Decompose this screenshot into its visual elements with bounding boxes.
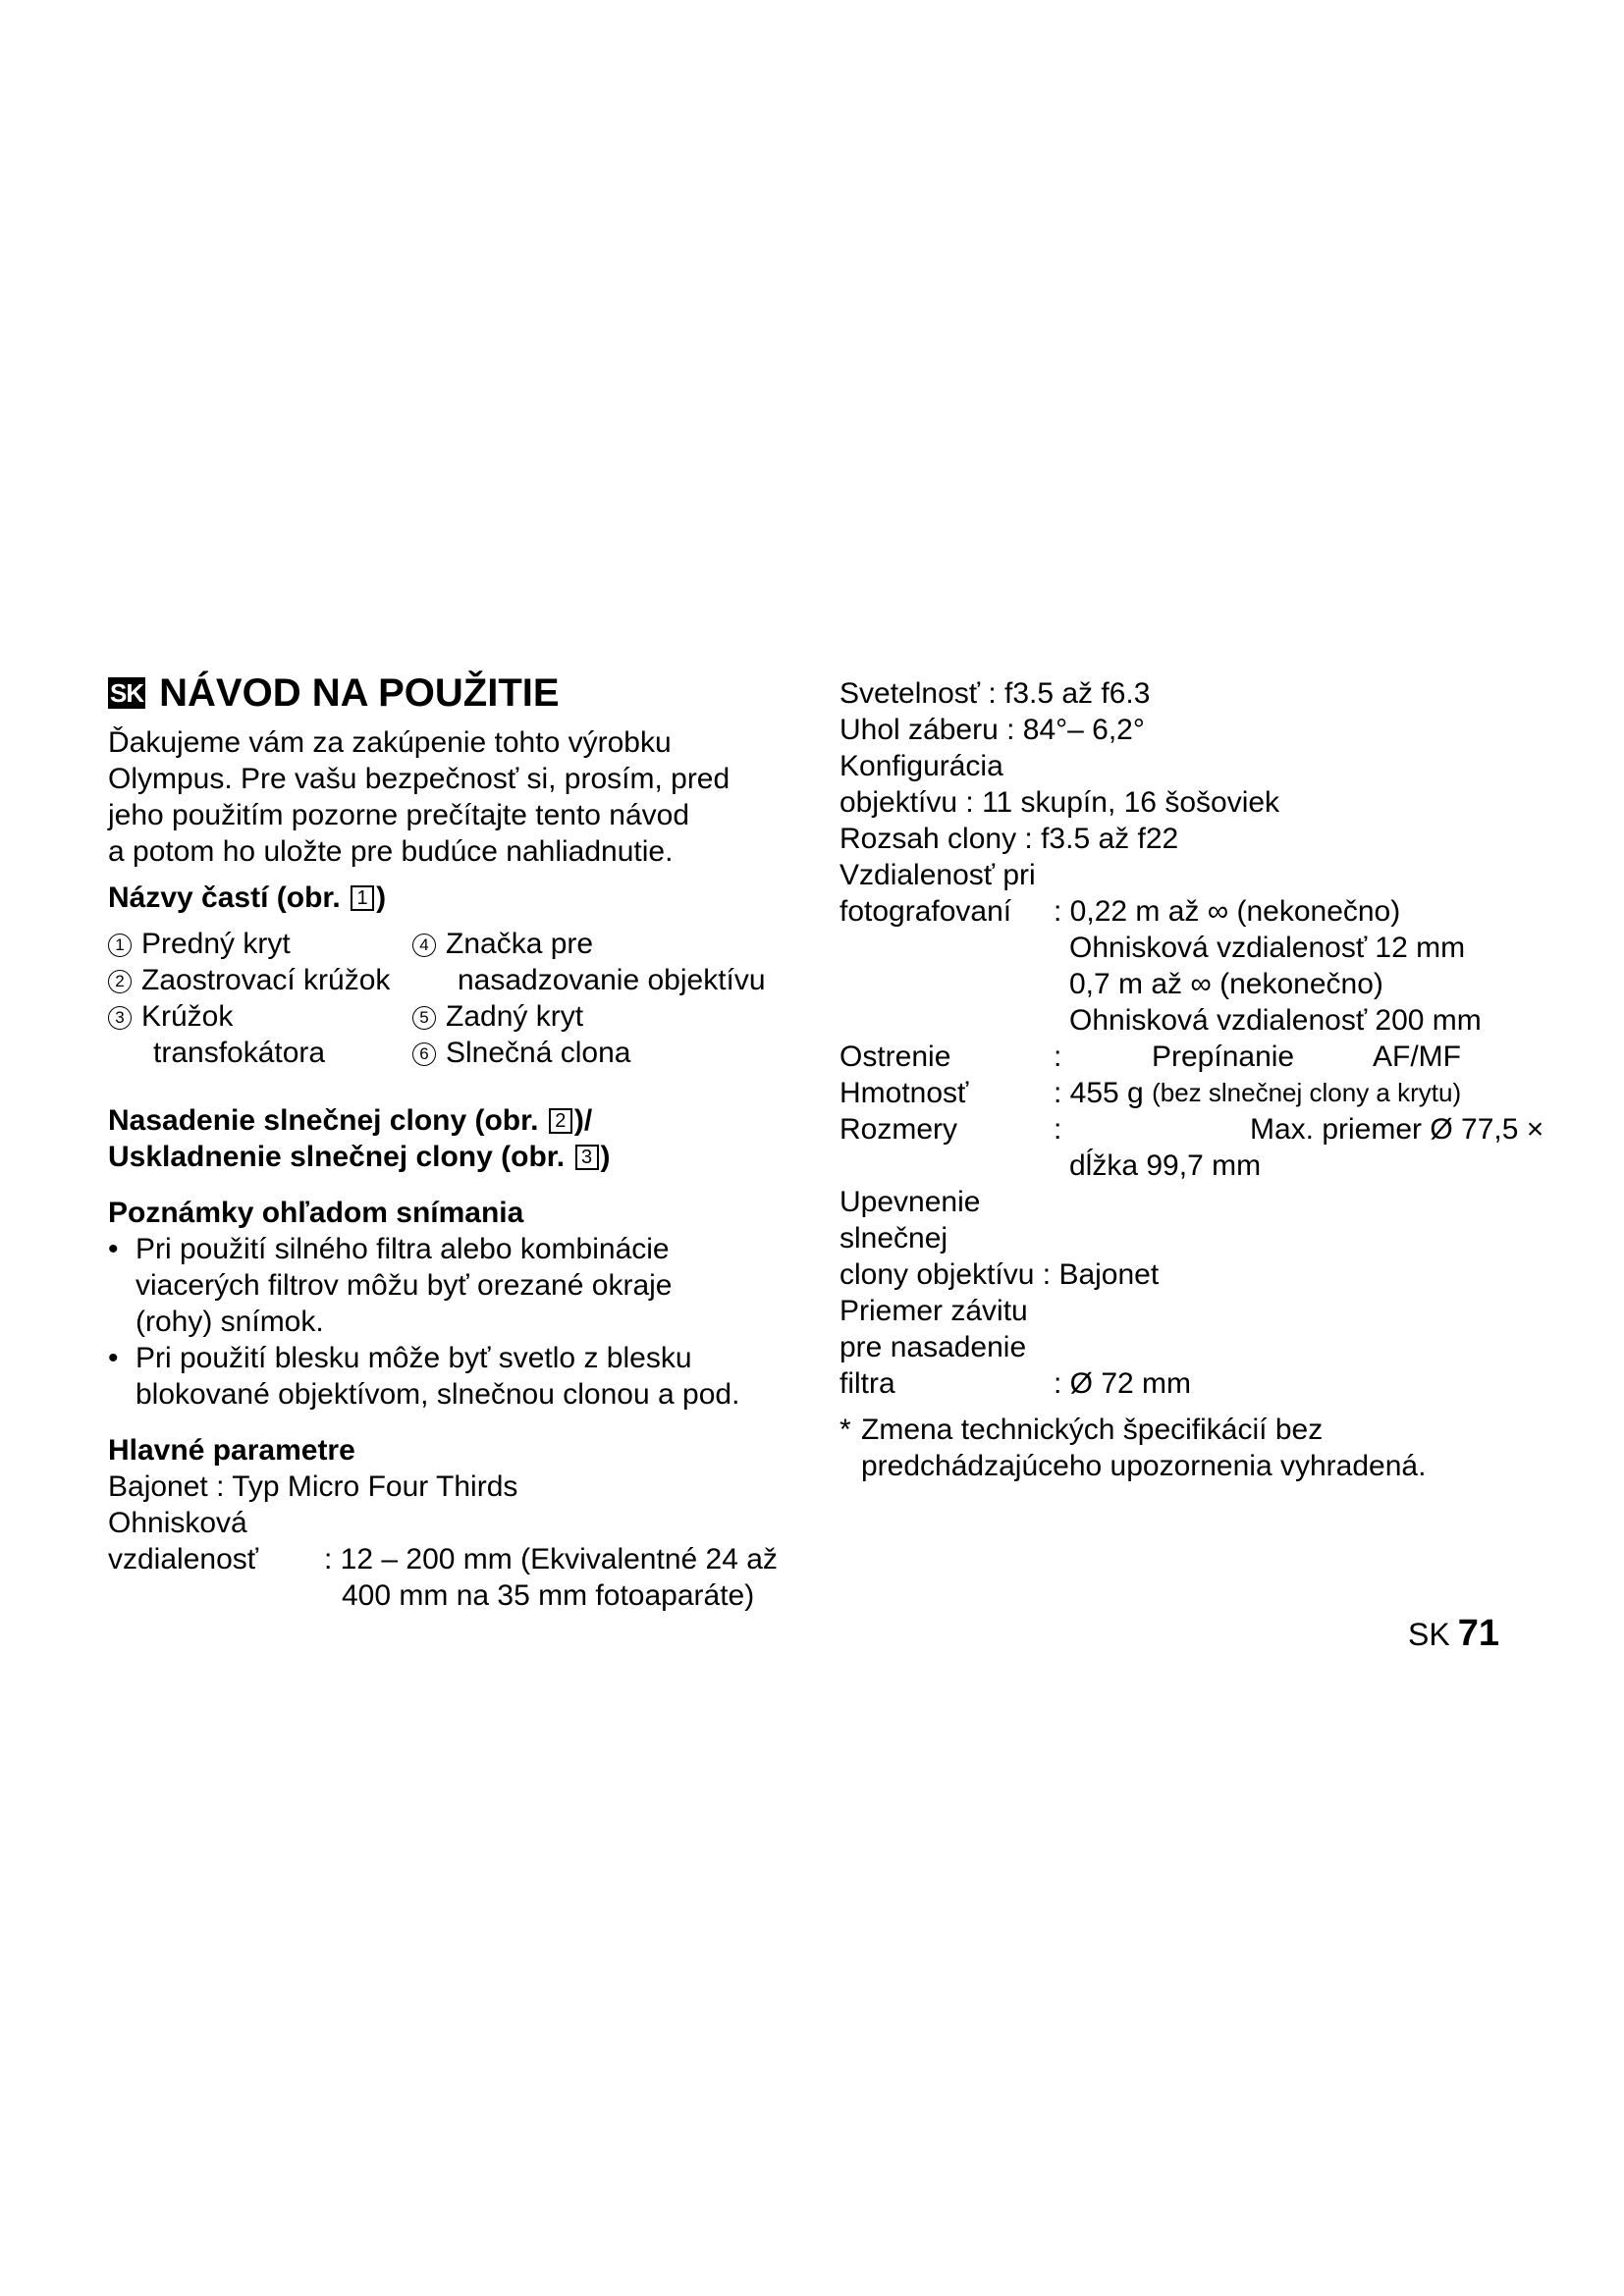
left-column <box>108 669 795 1614</box>
spec-hood-label: Upevnenie <box>839 1186 981 1218</box>
param-focal: vzdialenosť : 12 – 200 mm (Ekvivalentné 24 až 400 mm na 35 mm fotoaparáte) <box>108 1543 778 1612</box>
spec-filter-label: Priemer závitu <box>839 1295 1028 1327</box>
part-item: 5 Zadný kryt <box>412 998 795 1035</box>
spec-hood: clony objektívu : Bajonet <box>839 1258 1160 1291</box>
figure-ref-1: 1 <box>351 885 374 911</box>
page-number <box>1408 1614 1499 1654</box>
spec-config-label: Konfigurácia <box>839 750 1003 782</box>
parts-heading <box>108 880 795 916</box>
page-title <box>108 669 795 717</box>
parts-list <box>108 926 795 1071</box>
spec-config: objektívu : 11 skupín, 16 šošoviek <box>839 786 1280 819</box>
part-item-continued: nasadzovanie objektívu <box>458 964 766 996</box>
intro-paragraph <box>108 724 795 870</box>
part-item-continued: transfokátora <box>153 1037 326 1069</box>
intro-line: Ďakujeme vám za zakúpenie tohto výrobku <box>108 726 672 759</box>
spec-angle: Uhol záberu : 84°– 6,2° <box>839 714 1145 746</box>
note-bullet: • Pri použití blesku môže byť svetlo z blesku blokované objektívom, slnečnou clonou a pod. <box>108 1342 740 1411</box>
hood-heading-line: Nasadenie slnečnej clony (obr. 2 )/ <box>108 1104 593 1137</box>
params-heading: Hlavné parametre <box>108 1434 355 1467</box>
bullet-mark: • <box>108 1342 119 1374</box>
spec-focus: Ostrenie : Prepínanie AF/MF <box>839 1041 1461 1073</box>
intro-line: jeho použitím pozorne prečítajte tento návod <box>108 799 690 831</box>
spec-footnote: * Zmena technických špecifikácií bez predchádzajúceho upozornenia vyhradená. <box>839 1414 1427 1482</box>
page-number-value: 71 <box>1457 1613 1499 1654</box>
part-item: 3 Krúžok <box>108 998 412 1035</box>
right-column <box>839 675 1586 1484</box>
part-item: 4 Značka pre <box>412 926 795 962</box>
note-bullet: • Pri použití silného filtra alebo kombinácie viacerých filtrov môžu byť orezané okraje (rohy) snímok. <box>108 1233 673 1338</box>
part-number: 3 <box>108 1006 132 1030</box>
param-focal-label: Ohnisková <box>108 1507 247 1539</box>
spec-distance-label: Vzdialenosť pri <box>839 859 1036 891</box>
spec-distance: fotografovaní : 0,22 m až ∞ (nekonečno) Ohnisková vzdialenosť 12 mm 0,7 m až ∞ (nekonečno) Ohnisková vzdialenosť 200 mm <box>839 895 1482 1037</box>
spec-dimensions-continued: dĺžka 99,7 mm <box>1069 1149 1262 1182</box>
language-badge: SK <box>110 678 144 708</box>
parts-heading-end: ) <box>376 881 387 914</box>
notes-heading: Poznámky ohľadom snímania <box>108 1197 524 1229</box>
intro-line: a potom ho uložte pre budúce nahliadnutie. <box>108 835 674 868</box>
spec-aperture: Svetelnosť : f3.5 až f6.3 <box>839 677 1151 710</box>
hood-heading <box>108 1102 795 1175</box>
figure-ref-3: 3 <box>575 1145 599 1170</box>
part-item: 6 Slnečná clona <box>412 1035 795 1071</box>
part-number: 6 <box>412 1042 436 1066</box>
spec-hood-label: slnečnej <box>839 1222 948 1255</box>
part-item: 2 Zaostrovací krúžok <box>108 962 412 998</box>
spec-filter-label: pre nasadenie <box>839 1331 1027 1363</box>
param-mount: Bajonet : Typ Micro Four Thirds <box>108 1470 518 1503</box>
spec-weight: Hmotnosť : 455 g (bez slnečnej clony a krytu) <box>839 1077 1462 1109</box>
part-number: 4 <box>412 934 436 957</box>
spec-filter: filtra : Ø 72 mm <box>839 1367 1192 1400</box>
bullet-mark: • <box>108 1233 119 1265</box>
spec-dimensions: Rozmery : Max. priemer Ø 77,5 × <box>839 1113 1544 1146</box>
title-text: NÁVOD NA POUŽITIE <box>159 671 560 715</box>
part-number: 1 <box>108 934 132 957</box>
intro-line: Olympus. Pre vašu bezpečnosť si, prosím, pred <box>108 763 731 795</box>
part-number: 2 <box>108 970 132 993</box>
part-number: 5 <box>412 1006 436 1030</box>
page-language: SK <box>1408 1617 1450 1652</box>
parts-heading-text: Názvy častí (obr. <box>108 881 341 914</box>
spec-range: Rozsah clony : f3.5 až f22 <box>839 823 1179 855</box>
hood-heading-line: Uskladnenie slnečnej clony (obr. 3 ) <box>108 1141 611 1173</box>
part-item: 1 Predný kryt <box>108 926 412 962</box>
figure-ref-2: 2 <box>549 1108 572 1134</box>
